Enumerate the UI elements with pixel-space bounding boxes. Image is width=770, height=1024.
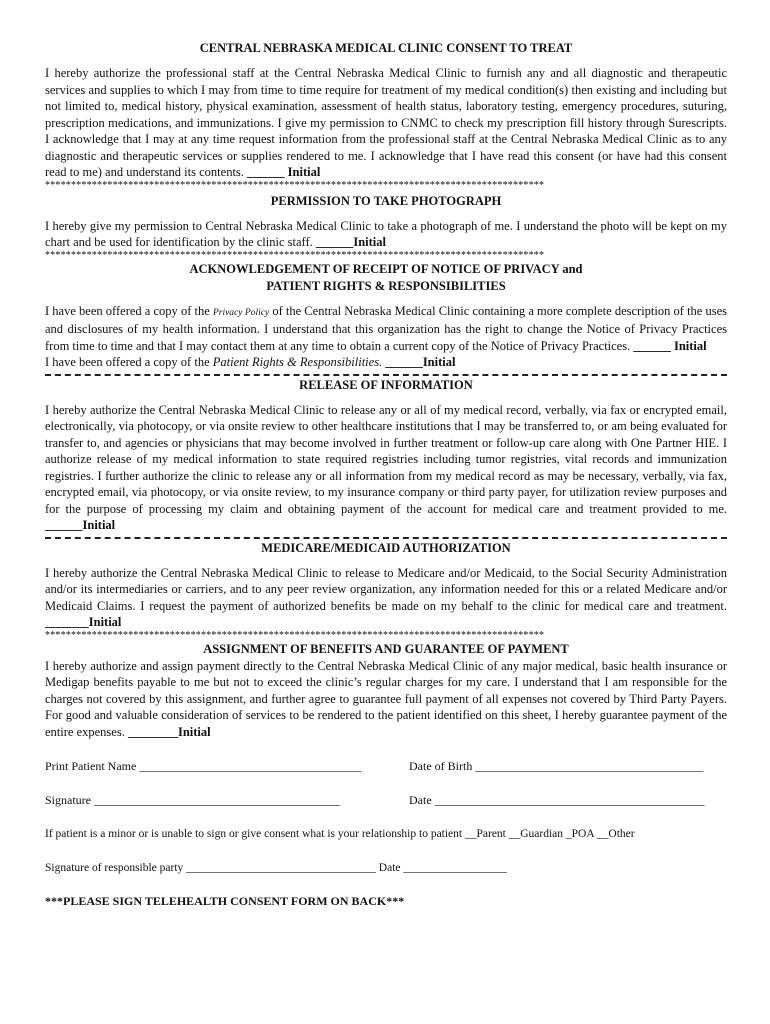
- privacy-initial[interactable]: ______ Initial: [633, 338, 707, 353]
- photograph-initial[interactable]: ______Initial: [315, 235, 387, 249]
- assignment-initial[interactable]: ________Initial: [127, 724, 211, 739]
- name-dob-row: [45, 758, 727, 774]
- medicare-initial[interactable]: _______Initial: [45, 615, 122, 629]
- consent-to-treat-body: [45, 65, 727, 181]
- privacy-text-pre: I have been offered a copy of the: [45, 303, 210, 318]
- privacy-title-line1: ACKNOWLEDGEMENT OF RECEIPT OF NOTICE OF PRIVACY and: [189, 261, 583, 276]
- photograph-text: I hereby give my permission to Central Nebraska Medical Clinic to take a photograph of me. I understand the photo will be kept on my chart and be used for identification by the clinic staff.: [45, 218, 727, 249]
- medicare-title: MEDICARE/MEDICAID AUTHORIZATION: [261, 540, 511, 555]
- telehealth-footer-note: ***PLEASE SIGN TELEHEALTH CONSENT FORM ON BACK***: [45, 894, 405, 908]
- release-initial[interactable]: ______Initial: [45, 518, 116, 532]
- photograph-title: PERMISSION TO TAKE PHOTOGRAPH: [270, 193, 502, 208]
- print-patient-name-field[interactable]: Print Patient Name _____________________________________: [45, 759, 362, 773]
- signature-field[interactable]: Signature _________________________________________: [45, 793, 340, 807]
- date-field[interactable]: Date _____________________________________________: [409, 793, 705, 807]
- medicare-body: [45, 565, 727, 631]
- date-of-birth-field[interactable]: Date of Birth ______________________________________: [409, 759, 704, 773]
- privacy-policy-name: Privacy Policy: [212, 307, 270, 318]
- privacy-text-post: of the Central Nebraska Medical Clinic containing a more complete description of the uses and disclosures of my health information. I understand that this organization has the right to change the Notice of Privacy Practices from time to time and that I may contact them at any time to obtain a current copy of the Notice of Privacy Practices.: [45, 303, 728, 353]
- separator-line: ************************************************************************************************: [45, 250, 545, 261]
- rights-text: I have been offered a copy of the: [45, 355, 210, 369]
- release-title: RELEASE OF INFORMATION: [299, 377, 473, 392]
- consent-form: [45, 40, 727, 909]
- release-body: [45, 402, 727, 534]
- rights-doc-name: Patient Rights & Responsibilities.: [212, 355, 383, 369]
- consent-to-treat-text: I hereby authorize the professional staff at the Central Nebraska Medical Clinic to furnish any and all diagnostic and therapeutic services and supplies to which I may from time to time require for treatment of my medical condition(s) then existing and including but not limited to, medical history, physical examination, assessment of health status, laboratory testing, emergency procedures, suturing, prescription medications, and immunizations. I give my permission to CNMC to check my prescription fill history through Surescripts. I acknowledge that I may at any time request information from the professional staff at the Central Nebraska Medical Clinic as to any diagnostic and therapeutic services or supplies rendered to me. I acknowledge that I have read this consent (or have had this consent read to me) and understand its contents.: [45, 66, 727, 179]
- assignment-title: ASSIGNMENT OF BENEFITS AND GUARANTEE OF PAYMENT: [203, 641, 569, 656]
- signature-date-row: [45, 792, 727, 808]
- responsible-party-signature-field[interactable]: Signature of responsible party _________________________________ Date __________________: [45, 862, 507, 874]
- dashed-separator: [45, 374, 727, 376]
- photograph-body: [45, 218, 727, 251]
- consent-to-treat-initial[interactable]: ______ Initial: [247, 165, 321, 179]
- consent-to-treat-title: CENTRAL NEBRASKA MEDICAL CLINIC CONSENT TO TREAT: [199, 41, 573, 55]
- rights-initial[interactable]: ______Initial: [385, 355, 456, 369]
- assignment-body: [45, 658, 727, 741]
- release-text: I hereby authorize the Central Nebraska Medical Clinic to release any or all of my medical record, verbally, via fax or encrypted email, electronically, via photocopy, or via onsite review to other healthcare institutions that I may be transferred to, or am being evaluated for transfer to, and agencies or physicians that may become involved in further treatment or follow-up care along with One Partner HIE. I authorize release of my medical information to state required registries including tumor registries, vital records and immunization registries. I further authorize the clinic to release any or all information from my medical record as may be necessary, verbally, via fax, encrypted email, via photocopy, or via onsite review, to my insurance company or third party payer, for utilization review purposes and for the purpose of processing my claim and obtaining payment of the account for medical care and treatment provided to me.: [45, 402, 727, 516]
- separator-line: ************************************************************************************************: [45, 180, 545, 191]
- rights-body: [45, 354, 727, 371]
- assignment-text: I hereby authorize and assign payment directly to the Central Nebraska Medical Clinic of any major medical, basic health insurance or Medigap benefits payable to me but not to exceed the clinic’s regular charges for my care. I understand that I am responsible for the charges not covered by this assignment, and further agree to guarantee full payment of all expenses not covered by Third Party Payers. For good and valuable consideration of services to be rendered to the patient identified on this sheet, I hereby guarantee payment of the entire expenses.: [45, 658, 727, 739]
- separator-line: ************************************************************************************************: [45, 630, 545, 641]
- privacy-body: [45, 303, 727, 355]
- dashed-separator: [45, 537, 727, 539]
- medicare-text: I hereby authorize the Central Nebraska Medical Clinic to release to Medicare and/or Medicaid, to the Social Security Administration and/or its intermediaries or carriers, and to any peer review organization, any information needed for this or a related Medicare and/or Medicaid Claims. I request the payment of authorized benefits be made on my behalf to the clinic for medical care and treatment.: [45, 565, 727, 613]
- privacy-title-line2: PATIENT RIGHTS & RESPONSIBILITIES: [266, 278, 506, 293]
- minor-relationship-field[interactable]: If patient is a minor or is unable to sign or give consent what is your relationship to patient __Parent __Guardian _POA __Other: [45, 828, 635, 840]
